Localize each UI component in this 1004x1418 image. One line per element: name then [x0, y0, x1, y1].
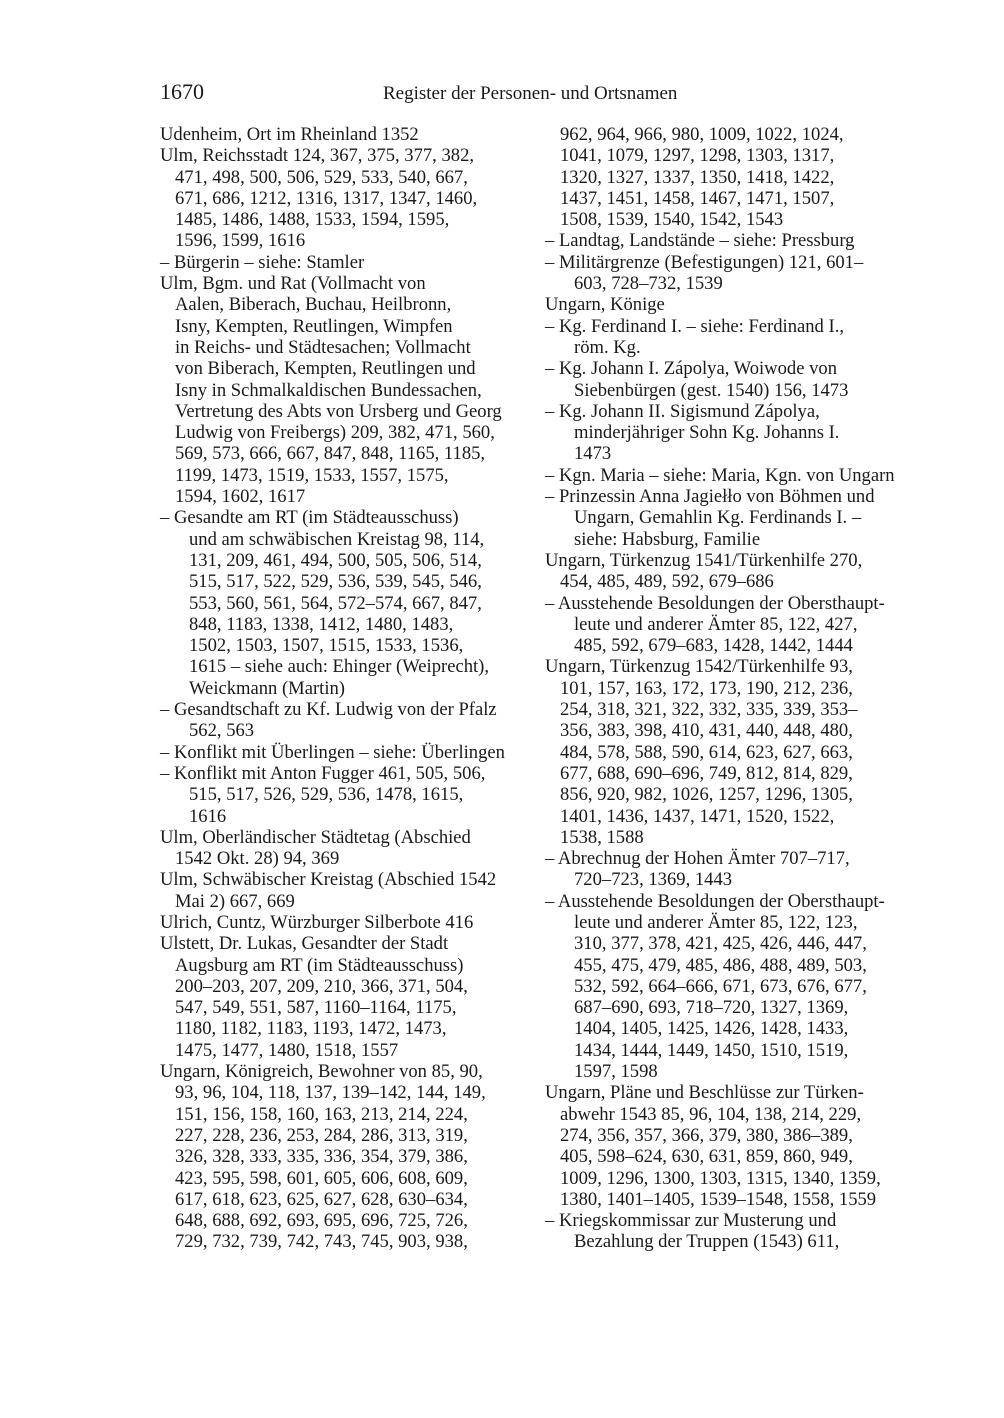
index-entry-line: 1485, 1486, 1488, 1533, 1594, 1595,	[175, 209, 450, 231]
index-entry-line: 515, 517, 522, 529, 536, 539, 545, 546,	[189, 571, 482, 593]
index-entry-line: 1401, 1436, 1437, 1471, 1520, 1522,	[560, 805, 835, 827]
index-entry-line: 1597, 1598	[574, 1061, 658, 1083]
index-entry-line: 484, 578, 588, 590, 614, 623, 627, 663,	[560, 741, 853, 763]
index-entry-line: 310, 377, 378, 421, 425, 426, 446, 447,	[574, 933, 867, 955]
index-entry-line: 1596, 1599, 1616	[175, 230, 306, 252]
index-entry-line: 405, 598–624, 630, 631, 859, 860, 949,	[560, 1146, 853, 1168]
index-entry-line: 720–723, 1369, 1443	[574, 869, 733, 891]
index-entry-line: Mai 2) 667, 669	[175, 890, 295, 912]
page-number: 1670	[160, 79, 204, 104]
index-entry-line: 1594, 1602, 1617	[175, 486, 306, 508]
index-entry-line: 1199, 1473, 1519, 1533, 1557, 1575,	[175, 464, 449, 486]
index-entry-line: – Abrechnug der Hohen Ämter 707–717,	[545, 848, 850, 870]
index-entry-line: 485, 592, 679–683, 1428, 1442, 1444	[574, 635, 853, 657]
index-entry-line: und am schwäbischen Kreistag 98, 114,	[189, 528, 485, 550]
index-entry-line: 1434, 1444, 1449, 1450, 1510, 1519,	[574, 1039, 849, 1061]
running-title: Register der Personen- und Ortsnamen	[383, 83, 678, 104]
index-entry-line: 254, 318, 321, 322, 332, 335, 339, 353–	[560, 699, 858, 721]
index-entry-line: 1404, 1405, 1425, 1426, 1428, 1433,	[574, 1018, 849, 1040]
index-entry-line: – Ausstehende Besoldungen der Obersthaupt-	[545, 890, 885, 912]
index-entry-line: 515, 517, 526, 529, 536, 1478, 1615,	[189, 784, 464, 806]
index-entry-line: Ulstett, Dr. Lukas, Gesandter der Stadt	[160, 933, 449, 955]
index-entry-line: 848, 1183, 1338, 1412, 1480, 1483,	[189, 613, 454, 635]
index-column-left	[160, 124, 535, 1253]
index-entry-line: 729, 732, 739, 742, 743, 745, 903, 938,	[175, 1231, 468, 1253]
index-entry-line: – Gesandte am RT (im Städteausschuss)	[160, 507, 459, 529]
index-column-right	[545, 124, 920, 1253]
index-entry-line: 1615 – siehe auch: Ehinger (Weiprecht),	[189, 656, 490, 678]
index-entry-line: Ungarn, Türkenzug 1541/Türkenhilfe 270,	[545, 549, 863, 571]
index-entry-line: 547, 549, 551, 587, 1160–1164, 1175,	[175, 997, 457, 1019]
index-entry-line: Ungarn, Königreich, Bewohner von 85, 90,	[160, 1061, 483, 1083]
index-entry-line: 1380, 1401–1405, 1539–1548, 1558, 1559	[560, 1188, 877, 1210]
index-entry-line: 274, 356, 357, 366, 379, 380, 386–389,	[560, 1124, 853, 1146]
index-entry-line: – Kg. Ferdinand I. – siehe: Ferdinand I.,	[545, 315, 844, 337]
index-entry-line: 131, 209, 461, 494, 500, 505, 506, 514,	[189, 549, 482, 571]
index-entry-line: 1475, 1477, 1480, 1518, 1557	[175, 1039, 399, 1061]
index-entry-line: – Kriegskommissar zur Musterung und	[545, 1210, 837, 1232]
index-entry-line: röm. Kg.	[574, 336, 641, 358]
index-entry-line: Udenheim, Ort im Rheinland 1352	[160, 124, 419, 145]
index-entry-line: 1473	[574, 443, 612, 465]
index-entry-line: Vertretung des Abts von Ursberg und Georg	[175, 400, 502, 422]
index-entry-line: – Bürgerin – siehe: Stamler	[160, 251, 365, 273]
index-entry-line: Ungarn, Könige	[545, 294, 665, 316]
index-entry-line: von Biberach, Kempten, Reutlingen und	[175, 358, 476, 380]
index-entry-line: – Prinzessin Anna Jagiełło von Böhmen und	[545, 486, 875, 508]
index-entry-line: 1538, 1588	[560, 826, 644, 848]
index-entry-line: 151, 156, 158, 160, 163, 213, 214, 224,	[175, 1103, 468, 1125]
index-entry-line: 1502, 1503, 1507, 1515, 1533, 1536,	[189, 635, 464, 657]
index-entry-line: – Kgn. Maria – siehe: Maria, Kgn. von Ungarn	[545, 464, 895, 486]
index-entry-line: – Konflikt mit Überlingen – siehe: Überlingen	[160, 741, 505, 763]
index-entry-line: 93, 96, 104, 118, 137, 139–142, 144, 149,	[175, 1082, 486, 1104]
index-entry-line: 1009, 1296, 1300, 1303, 1315, 1340, 1359,	[560, 1167, 881, 1189]
index-entry-line: – Gesandtschaft zu Kf. Ludwig von der Pfalz	[160, 699, 497, 721]
index-entry-line: 1542 Okt. 28) 94, 369	[175, 848, 340, 870]
index-entry-line: 423, 595, 598, 601, 605, 606, 608, 609,	[175, 1167, 468, 1189]
index-entry-line: Aalen, Biberach, Buchau, Heilbronn,	[175, 294, 452, 316]
index-entry-line: 671, 686, 1212, 1316, 1317, 1347, 1460,	[175, 187, 478, 209]
index-entry-line: minderjähriger Sohn Kg. Johanns I.	[574, 422, 840, 444]
index-entry-line: Ludwig von Freibergs) 209, 382, 471, 560,	[175, 422, 495, 444]
index-entry-line: – Ausstehende Besoldungen der Obersthaupt-	[545, 592, 885, 614]
index-entry-line: Ulm, Schwäbischer Kreistag (Abschied 1542	[160, 869, 497, 891]
index-entry-line: – Militärgrenze (Befestigungen) 121, 601–	[545, 251, 864, 273]
index-entry-line: Ungarn, Pläne und Beschlüsse zur Türken-	[545, 1082, 864, 1104]
index-entry-line: 326, 328, 333, 335, 336, 354, 379, 386,	[175, 1146, 468, 1168]
index-entry-line: 603, 728–732, 1539	[574, 273, 723, 295]
index-entry-line: Ulm, Reichsstadt 124, 367, 375, 377, 382,	[160, 145, 475, 167]
index-entry-line: leute und anderer Ämter 85, 122, 427,	[574, 613, 858, 635]
index-entry-line: Isny, Kempten, Reutlingen, Wimpfen	[175, 315, 453, 337]
index-entry-line: 1616	[189, 805, 227, 827]
index-entry-line: in Reichs- und Städtesachen; Vollmacht	[175, 336, 471, 358]
index-entry-line: siehe: Habsburg, Familie	[574, 528, 761, 550]
index-entry-line: 200–203, 207, 209, 210, 366, 371, 504,	[175, 975, 468, 997]
index-entry-line: Augsburg am RT (im Städteausschuss)	[175, 954, 464, 976]
index-entry-line: 562, 563	[189, 720, 255, 742]
index-entry-line: 617, 618, 623, 625, 627, 628, 630–634,	[175, 1188, 468, 1210]
index-entry-line: 455, 475, 479, 485, 486, 488, 489, 503,	[574, 954, 867, 976]
index-entry-line: 101, 157, 163, 172, 173, 190, 212, 236,	[560, 677, 853, 699]
index-entry-line: – Kg. Johann II. Sigismund Zápolya,	[545, 400, 820, 422]
index-entry-line: Ulm, Oberländischer Städtetag (Abschied	[160, 826, 471, 848]
index-entry-line: Ungarn, Gemahlin Kg. Ferdinands I. –	[574, 507, 862, 529]
index-entry-line: – Landtag, Landstände – siehe: Pressburg	[545, 230, 855, 252]
index-entry-line: Bezahlung der Truppen (1543) 611,	[574, 1231, 840, 1253]
index-entry-line: 532, 592, 664–666, 671, 673, 676, 677,	[574, 975, 867, 997]
index-entry-line: 1320, 1327, 1337, 1350, 1418, 1422,	[560, 166, 835, 188]
index-entry-line: – Konflikt mit Anton Fugger 461, 505, 506,	[160, 762, 486, 784]
index-entry-line: Ulm, Bgm. und Rat (Vollmacht von	[160, 273, 426, 295]
index-entry-line: – Kg. Johann I. Zápolya, Woiwode von	[545, 358, 837, 380]
index-entry-line: Siebenbürgen (gest. 1540) 156, 1473	[574, 379, 849, 401]
index-entry-line: 553, 560, 561, 564, 572–574, 667, 847,	[189, 592, 482, 614]
index-entry-line: 687–690, 693, 718–720, 1327, 1369,	[574, 997, 849, 1019]
index-entry-line: 356, 383, 398, 410, 431, 440, 448, 480,	[560, 720, 853, 742]
index-entry-line: 471, 498, 500, 506, 529, 533, 540, 667,	[175, 166, 468, 188]
index-entry-line: 1437, 1451, 1458, 1467, 1471, 1507,	[560, 187, 835, 209]
index-entry-line: Ulrich, Cuntz, Würzburger Silberbote 416	[160, 911, 474, 933]
index-entry-line: 648, 688, 692, 693, 695, 696, 725, 726,	[175, 1210, 468, 1232]
index-entry-line: 227, 228, 236, 253, 284, 286, 313, 319,	[175, 1124, 468, 1146]
index-entry-line: Ungarn, Türkenzug 1542/Türkenhilfe 93,	[545, 656, 853, 678]
index-entry-line: abwehr 1543 85, 96, 104, 138, 214, 229,	[560, 1103, 862, 1125]
index-entry-line: 962, 964, 966, 980, 1009, 1022, 1024,	[560, 124, 844, 145]
index-entry-line: 856, 920, 982, 1026, 1257, 1296, 1305,	[560, 784, 853, 806]
index-entry-line: 1041, 1079, 1297, 1298, 1303, 1317,	[560, 145, 835, 167]
index-entry-line: 569, 573, 666, 667, 847, 848, 1165, 1185,	[175, 443, 486, 465]
index-entry-line: leute und anderer Ämter 85, 122, 123,	[574, 911, 858, 933]
index-entry-line: 677, 688, 690–696, 749, 812, 814, 829,	[560, 762, 853, 784]
index-entry-line: Weickmann (Martin)	[189, 677, 345, 699]
index-entry-line: Isny in Schmalkaldischen Bundessachen,	[175, 379, 482, 401]
index-entry-line: 1180, 1182, 1183, 1193, 1472, 1473,	[175, 1018, 447, 1040]
index-entry-line: 1508, 1539, 1540, 1542, 1543	[560, 209, 784, 231]
index-entry-line: 454, 485, 489, 592, 679–686	[560, 571, 774, 593]
